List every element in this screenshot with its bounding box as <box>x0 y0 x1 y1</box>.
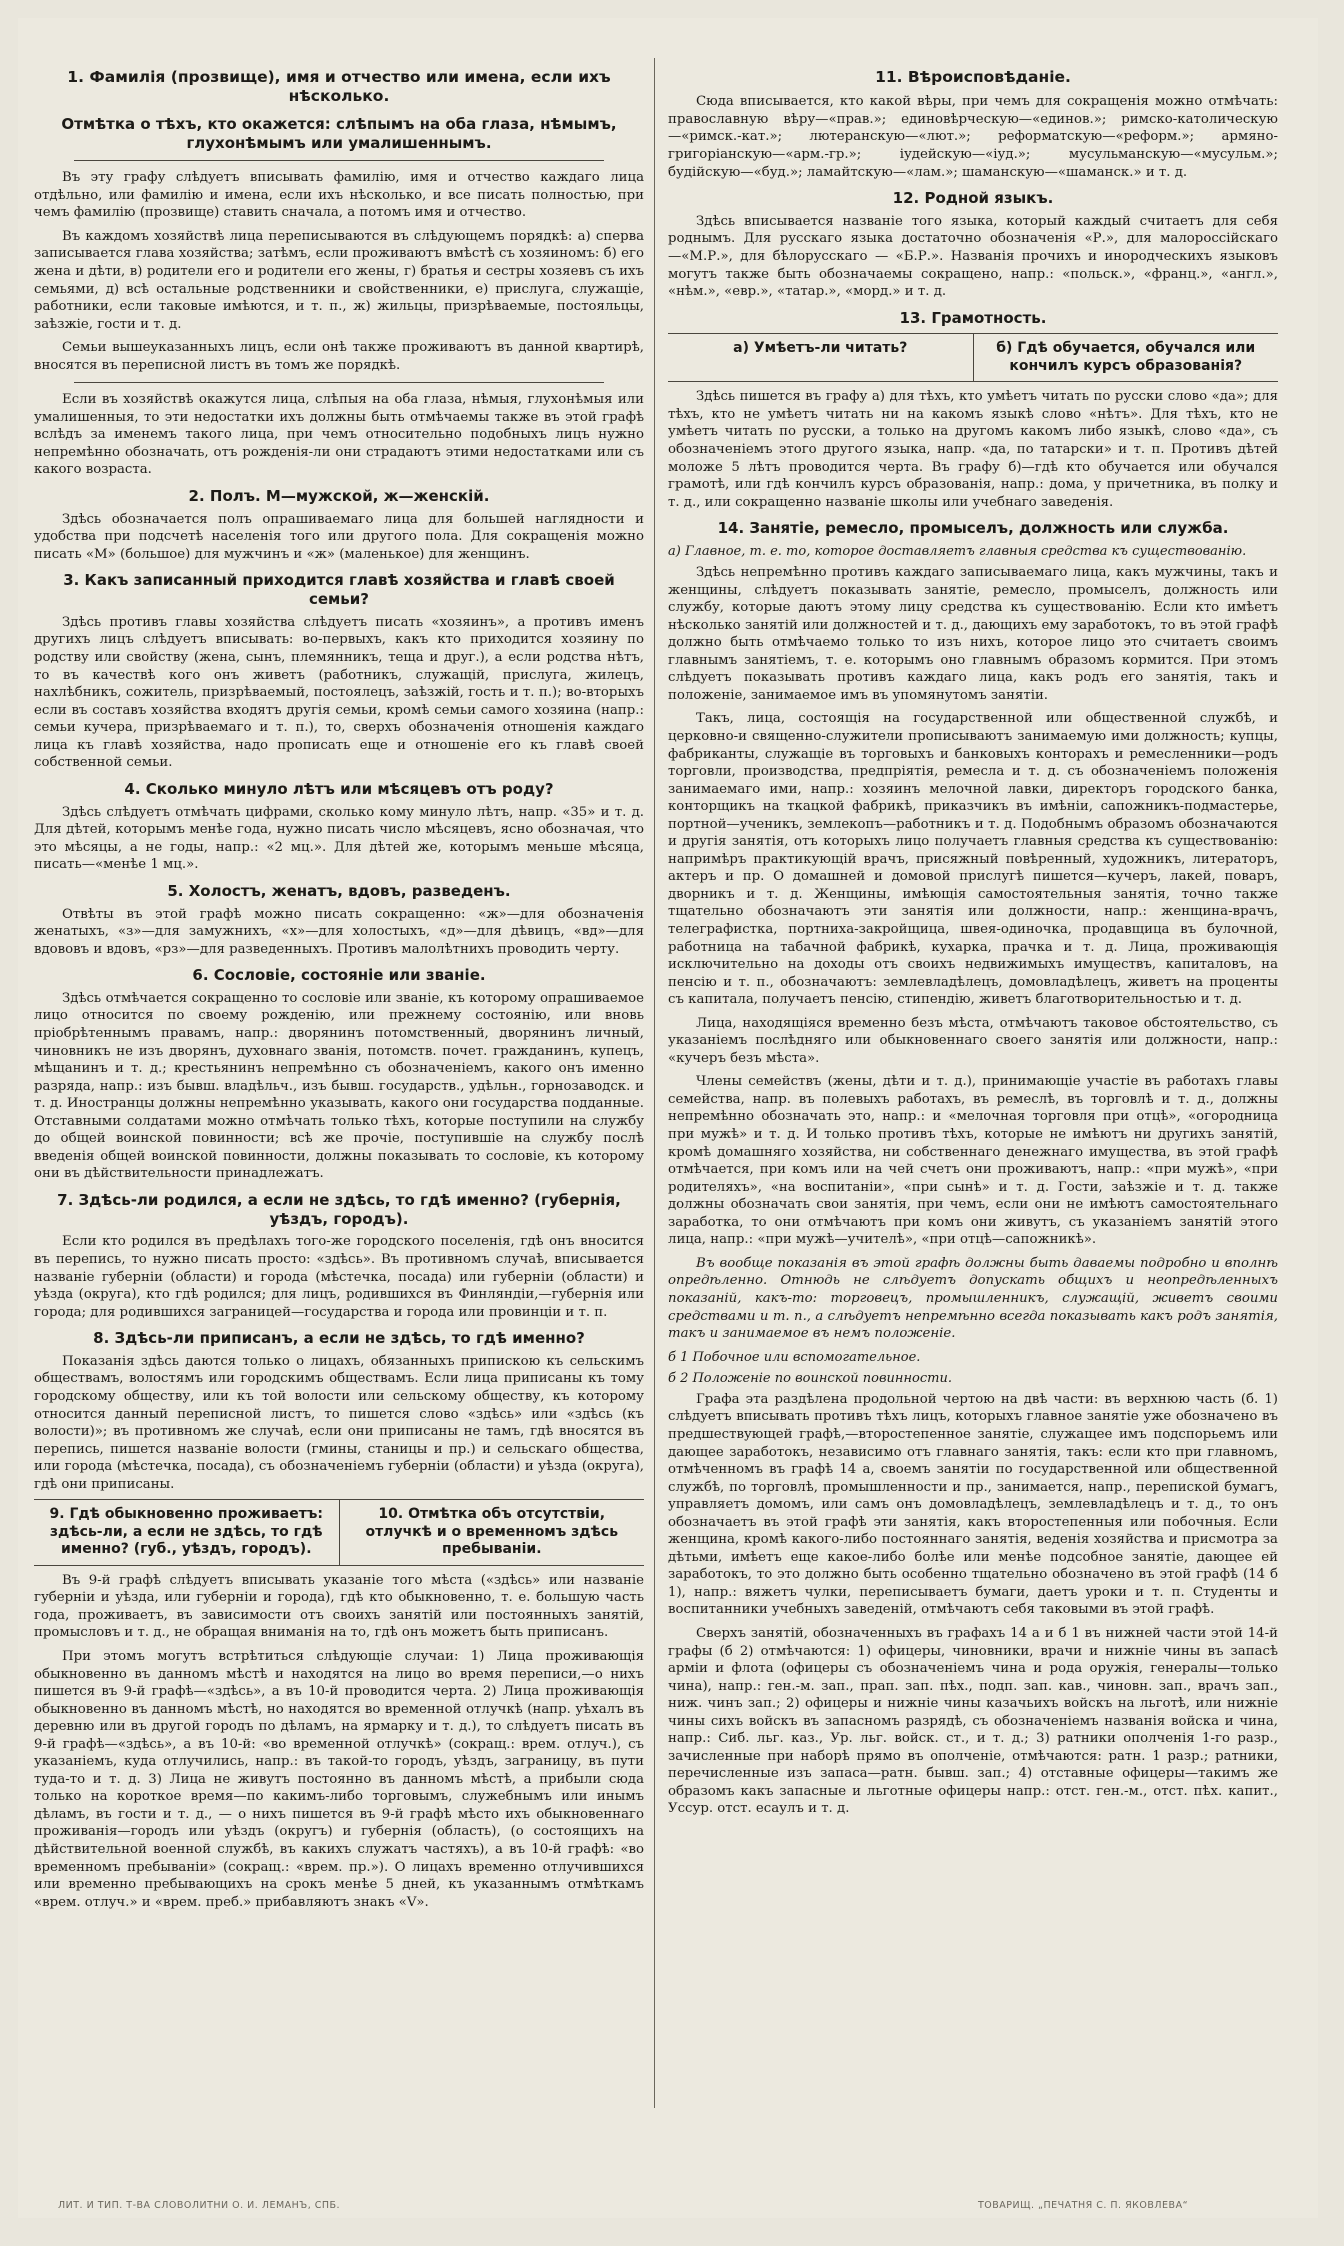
section-14-paragraph: Члены семействъ (жены, дѣти и т. д.), принимающіе участіе въ работахъ главы семейства, напр. въ полевыхъ работахъ, въ ремеслѣ, въ торговлѣ и т. д., должны непремѣнно обозначать это, напр.: и «мелочная торговля при отцѣ», «огородница при мужѣ» и т. д. И только противъ тѣхъ, которые не имѣютъ ни другихъ занятій, кромѣ домашняго хозяйства, ни собственнаго денежнаго имущества, въ этой графѣ отмѣчается, при комъ или на чей счетъ они проживаютъ, напр.: «при мужѣ», «при родителяхъ», «на воспитаніи», «при сынѣ» и т. д. Гости, заѣзжіе и т. д. также должны обозначать свои занятія, при чемъ, если они не имѣютъ самостоятельнаго заработка, то они отмѣчаютъ при комъ они живутъ, съ указаніемъ занятій этого лица, напр.: «при мужѣ—учителѣ», «при отцѣ—сапожникѣ». <box>668 1074 1278 1248</box>
section-1-title: 1. Фамилія (прозвище), имя и отчество или имена, если ихъ нѣсколько. <box>67 68 611 106</box>
section-10-title: 10. Отмѣтка объ отсутствіи, отлучкѣ и о временномъ здѣсь пребываніи. <box>365 1506 619 1558</box>
section-14-paragraph: Лица, находящіяся временно безъ мѣста, отмѣчаютъ таковое обстоятельство, съ указаніемъ послѣдняго или обыкновеннаго своего занятія или должности, напр.: «кучеръ безъ мѣста». <box>668 1015 1278 1066</box>
section-8-paragraph: Показанія здѣсь даются только о лицахъ, обязанныхъ припискою къ сельскимъ обществамъ, волостямъ или городскимъ обществамъ. Если лица приписаны къ тому городскому обществу, или къ той волости или сельскому обществу, къ которому относится данный переписной листъ, то пишется слово «здѣсь» или «здѣсь (къ волости)»; въ противномъ же случаѣ, если они приписаны не тамъ, гдѣ вносятся въ перепись, пишется названіе волости (гмины, станицы и пр.) и сельскаго общества, или города (мѣстечка, посада), съ обозначеніемъ губерніи (области) и уѣзда (округа), гдѣ они приписаны. <box>34 1353 644 1492</box>
section-14b1-subtitle: б 1 Побочное или вспомогательное. <box>668 1349 921 1365</box>
sections-9-10-header <box>34 1499 644 1566</box>
section-2-title: 2. Полъ. М—мужской, ж—женскій. <box>188 487 490 505</box>
section-2-paragraph: Здѣсь обозначается полъ опрашиваемаго лица для большей наглядности и удобства при подсчетѣ населенія того или другого пола. Для сокращенія можно писать «М» (большое) для мужчинъ и «ж» (маленькое) для женщинъ. <box>34 511 644 562</box>
printer-imprint-right: ТОВАРИЩ. „ПЕЧАТНЯ С. П. ЯКОВЛЕВА“ <box>978 2200 1188 2211</box>
right-column <box>668 58 1278 2108</box>
section-14-paragraph: Графа эта раздѣлена продольной чертою на двѣ части: въ верхнюю часть (б. 1) слѣдуетъ вписывать противъ тѣхъ лицъ, которыхъ главное занятіе уже обозначено въ предшествующей графѣ,—второстепенное занятіе, служащее имъ подспорьемъ или дающее заработокъ, независимо отъ главнаго занятія, такъ: если кто при главномъ, отмѣченномъ въ графѣ 14 а, своемъ занятіи по государственной или общественной службѣ, по торговлѣ, промышленности и пр., занимается, напр., перепиской бумагъ, управляетъ домомъ, или самъ онъ домовладѣлецъ, землевладѣлецъ и т. д., то онъ обозначаетъ въ этой графѣ эти занятія, какъ второстепенныя или побочныя. Если женщина, кромѣ какого-либо постояннаго занятія, веденія хозяйства и присмотра за дѣтьми, имѣетъ еще какое-либо болѣе или менѣе подсобное занятіе, дающее ей заработокъ, то это должно быть особенно тщательно обозначено въ этой графѣ (14 б 1), напр.: вяжетъ чулки, переписываетъ бумаги, даетъ уроки и т. п. Студенты и воспитанники учебныхъ заведеній, отмѣчаютъ себя таковыми въ этой графѣ. <box>668 1391 1278 1618</box>
section-5-paragraph: Отвѣты въ этой графѣ можно писать сокращенно: «ж»—для обозначенія женатыхъ, «з»—для замужнихъ, «х»—для холостыхъ, «д»—для дѣвицъ, «вд»—для вдововъ и вдовъ, «рз»—для разведенныхъ. Противъ малолѣтнихъ проводить черту. <box>34 906 644 957</box>
sections-9-10-paragraph: При этомъ могутъ встрѣтиться слѣдующіе случаи: 1) Лица проживающія обыкновенно въ данномъ мѣстѣ и находятся на лицо во время переписи,—о нихъ пишется въ 9-й графѣ—«здѣсь», а въ 10-й проводится черта. 2) Лица проживающія обыкновенно въ данномъ мѣстѣ, но находятся во временной отлучкѣ (напр. уѣхалъ въ деревню или въ другой городъ по дѣламъ, на ярмарку и т. д.), то слѣдуетъ писать въ 9-й графѣ—«здѣсь», а въ 10-й: «во временной отлучкѣ» (сокращ.: врем. отлуч.), съ указаніемъ, куда отлучились, напр.: въ такой-то городъ, уѣздъ, заграницу, въ пути туда-то и т. д. 3) Лица не живутъ постоянно въ данномъ мѣстѣ, а прибыли сюда только на короткое время—по какимъ-либо торговымъ, служебнымъ или инымъ дѣламъ, въ гости и т. д., — о нихъ пишется въ 9-й графѣ мѣсто ихъ обыкновеннаго проживанія—городъ или уѣздъ (округъ) и губернія (область), (о состоящихъ на дѣйствительной военной службѣ, въ какихъ служатъ частяхъ), а въ 10-й графѣ: «во временномъ пребываніи» (сокращ.: «врем. пр.»). О лицахъ временно отлучившихся или временно пребывающихъ на срокъ менѣе 5 дней, къ указаннымъ отмѣткамъ «врем. отлуч.» и «врем. преб.» прибавляютъ знакъ «V». <box>34 1648 644 1910</box>
section-4-title: 4. Сколько минуло лѣтъ или мѣсяцевъ отъ роду? <box>124 779 554 798</box>
section-9-title: 9. Гдѣ обыкновенно проживаетъ: здѣсь-ли, а если не здѣсь, то гдѣ именно? (губ., уѣздъ, городъ). <box>49 1506 323 1558</box>
census-instruction-sheet <box>18 18 1318 2218</box>
section-1-paragraph: Семьи вышеуказанныхъ лицъ, если онѣ также проживаютъ въ данной квартирѣ, вносятся въ переписной листъ въ томъ же порядкѣ. <box>34 340 644 373</box>
section-14-paragraph: Здѣсь непремѣнно противъ каждаго записываемаго лица, какъ мужчины, такъ и женщины, слѣдуетъ показывать занятіе, ремесло, промыселъ, должность или службу, которые даютъ этому лицу средства къ существованію. Если кто имѣетъ нѣсколько занятій или должностей и т. д., дающихъ ему заработокъ, то въ этой графѣ должно быть отмѣчаемо только то изъ нихъ, которое лицо это считаетъ своимъ главнымъ занятіемъ, т. е. которымъ оно главнымъ образомъ кормится. При этомъ слѣдуетъ показывать противъ каждаго лица, какъ родъ его занятія, такъ и положеніе, занимаемое имъ въ упомянутомъ занятіи. <box>668 565 1278 703</box>
printer-imprint-left: ЛИТ. И ТИП. Т-ВА СЛОВОЛИТНИ О. И. ЛЕМАНЪ, СПБ. <box>58 2200 341 2211</box>
section-11-paragraph: Сюда вписывается, кто какой вѣры, при чемъ для сокращенія можно отмѣчать: православную вѣру—«прав.»; единовѣрческую—«единов.»; римско-католическую—«римск.-кат.»; лютеранскую—«лют.»; реформатскую—«реформ.»; армяно-григоріанскую—«арм.-гр.»; іудейскую—«іуд.»; мусульманскую—«мусульм.»; будійскую—«буд.»; ламайтскую—«лам.»; шаманскую—«шаманск.» и т. д. <box>668 94 1278 180</box>
section-13-subheader <box>668 333 1278 382</box>
section-13b-label: б) Гдѣ обучается, обучался или кончилъ курсъ образованія? <box>996 340 1256 374</box>
section-14-title: 14. Занятіе, ремесло, промыселъ, должность или служба. <box>717 519 1229 538</box>
section-3-paragraph: Здѣсь противъ главы хозяйства слѣдуетъ писать «хозяинъ», а противъ именъ другихъ лицъ слѣдуетъ вписывать: во-первыхъ, какъ кто приходится хозяину по родству или свойству (жена, сынъ, племянникъ, теща и друг.), а если родства нѣтъ, то въ качествѣ кого онъ живетъ (работникъ, служащій, прислуга, жилецъ, нахлѣбникъ, сожитель, призрѣваемый, постоялецъ, заѣзжій, гость и т. п.); во-вторыхъ если въ составъ хозяйства входятъ другія семьи, кромѣ семьи самого хозяина (напр.: семьи кучера, призрѣваемаго и т. п.), то, сверхъ обозначенія отношенія каждаго лица къ главѣ хозяйства, надо прописать еще и отношеніе его къ главѣ своей собственной семьи. <box>34 614 644 771</box>
section-13a-label: а) Умѣетъ-ли читать? <box>733 340 908 357</box>
column-divider <box>654 58 655 2108</box>
section-14-paragraph: Сверхъ занятій, обозначенныхъ въ графахъ 14 а и б 1 въ нижней части этой 14-й графы (б 2) отмѣчаются: 1) офицеры, чиновники, врачи и нижніе чины въ запасѣ арміи и флота (офицеры съ обозначеніемъ чина и рода оружія, генералы—только чина), напр.: ген.-м. зап., прап. зап. пѣх., подп. зап. кав., чиновн. зап., врачъ зап., ниж. чинъ зап.; 2) офицеры и нижніе чины казачьихъ войскъ на льготѣ, или нижніе чины сихъ войскъ въ запасномъ разрядѣ, съ обозначеніемъ названія войска и чина, напр.: Сиб. льг. каз., Ур. льг. войск. ст., и т. д.; 3) ратники ополченія 1-го разр., зачисленные при наборѣ прямо въ ополченіе, отмѣчаются: ратн. 1 разр.; ратники, перечисленные изъ запаса—ратн. бывш. зап.; 4) отставные офицеры—такимъ же образомъ какъ запасные и льготные офицеры напр.: отст. ген.-м., отст. пѣх. капит., Уссур. отст. есаулъ и т. д. <box>668 1626 1278 1817</box>
section-1-note-title: Отмѣтка о тѣхъ, кто окажется: слѣпымъ на оба глаза, нѣмымъ, глухонѣмымъ или умалишеннымъ. <box>61 114 617 152</box>
section-4-paragraph: Здѣсь слѣдуетъ отмѣчать цифрами, сколько кому минуло лѣтъ, напр. «35» и т. д. Для дѣтей, которымъ менѣе года, нужно писать число мѣсяцевъ, ясно обозначая, что это мѣсяцы, а не годы, напр.: «2 мц.». Для дѣтей же, которымъ меньше мѣсяца, писать—«менѣе 1 мц.». <box>34 804 644 873</box>
section-1-paragraph: Въ эту графу слѣдуетъ вписывать фамилію, имя и отчество каждаго лица отдѣльно, или фамилію и имена, если ихъ нѣсколько, и все писать полностью, при чемъ фамилію (прозвище) ставить сначала, а потомъ имя и отчество. <box>34 170 644 221</box>
divider <box>74 382 604 383</box>
section-14-paragraph: Въ вообще показанія въ этой графѣ должны быть даваемы подробно и вполнѣ опредѣленно. Отнюдь не слѣдуетъ допускать общихъ и неопредѣленныхъ показаній, какъ-то: торговецъ, промышленникъ, служащій, живетъ своими средствами и т. п., а слѣдуетъ непремѣнно всегда показывать какъ родъ занятія, такъ и занимаемое въ немъ положеніе. <box>668 1255 1278 1342</box>
section-11-title: 11. Вѣроисповѣданіе. <box>875 68 1071 86</box>
section-5-title: 5. Холостъ, женатъ, вдовъ, разведенъ. <box>167 881 511 900</box>
divider <box>74 160 604 161</box>
section-14a-subtitle: а) Главное, т. е. то, которое доставляетъ главныя средства къ существованію. <box>668 543 1247 559</box>
section-6-paragraph: Здѣсь отмѣчается сокращенно то сословіе или званіе, къ которому опрашиваемое лицо относится по своему рожденію, или прежнему состоянію, или вновь пріобрѣтеннымъ правамъ, напр.: дворянинъ потомственный, дворянинъ личный, чиновникъ не изъ дворянъ, духовнаго званія, потомств. почет. гражданинъ, купецъ, мѣщанинъ и т. д.; крестьянинъ непремѣнно съ обозначеніемъ, какого онъ именно разряда, напр.: изъ бывш. владѣльч., изъ бывш. государств., удѣльн., горнозаводск. и т. д. Иностранцы должны непремѣнно указывать, какого они государства подданные. Отставными солдатами можно отмѣчать только тѣхъ, которые поступили на службу до общей воинской повинности; всѣ же прочіе, поступившіе на службу послѣ введенія общей воинской повинности, должны показывать то сословіе, къ которому они въ дѣйствительности принадлежатъ. <box>34 990 644 1182</box>
section-14b2-subtitle: б 2 Положеніе по воинской повинности. <box>668 1370 952 1386</box>
section-1-paragraph: Если въ хозяйствѣ окажутся лица, слѣпыя на оба глаза, нѣмыя, глухонѣмыя или умалишенныя, то эти недостатки ихъ должны быть отмѣчаемы также въ этой графѣ вслѣдъ за именемъ такого лица, при чемъ относительно подобныхъ лицъ нужно непремѣнно обозначать, отъ рожденія-ли они страдаютъ этими недостатками или съ какого возраста. <box>34 392 644 478</box>
section-12-paragraph: Здѣсь вписывается названіе того языка, который каждый считаетъ для себя роднымъ. Для русскаго языка достаточно обозначенія «Р.», для малороссійскаго—«М.Р.», для бѣлорусскаго — «Б.Р.». Названія прочихъ и инородческихъ языковъ могутъ также быть обозначаемы сокращено, напр.: «польск.», «франц.», «англ.», «нѣм.», «евр.», «татар.», «морд.» и т. д. <box>668 213 1278 300</box>
section-12-title: 12. Родной языкъ. <box>892 189 1054 208</box>
section-13-title: 13. Грамотность. <box>899 308 1047 327</box>
section-7-paragraph: Если кто родился въ предѣлахъ того-же городского поселенія, гдѣ онъ вносится въ перепись, то нужно писать просто: «здѣсь». Въ противномъ случаѣ, вписывается названіе губерніи (области) и города (мѣстечка, посада) или губерніи (области) и уѣзда (округа), кто гдѣ родился; для лицъ, родившихся въ Финляндіи,—губернія или города; для родившихся заграницей—государства и города или провинціи и т. п. <box>34 1234 644 1320</box>
section-3-title: 3. Какъ записанный приходится главѣ хозяйства и главѣ своей семьи? <box>63 571 615 609</box>
section-8-title: 8. Здѣсь-ли приписанъ, а если не здѣсь, то гдѣ именно? <box>93 1329 585 1348</box>
section-1-paragraph: Въ каждомъ хозяйствѣ лица переписываются въ слѣдующемъ порядкѣ: а) сперва записывается глава хозяйства; затѣмъ, если проживаютъ вмѣстѣ съ хозяиномъ: б) его жена и дѣти, в) родители его и родители его жены, г) братья и сестры хозяевъ съ ихъ семьями, д) всѣ остальные родственники и свойственники, е) прислуга, служащіе, работники, если таковые имѣются, и т. п., ж) жильцы, призрѣваемые, постояльцы, заѣзжіе, гости и т. д. <box>34 228 644 332</box>
sections-9-10-paragraph: Въ 9-й графѣ слѣдуетъ вписывать указаніе того мѣста («здѣсь» или названіе губерніи и уѣзда, или губерніи и города), гдѣ кто обыкновенно, т. е. большую часть года, проживаетъ, въ зависимости отъ своихъ занятій или постоянныхъ занятій, промысловъ и т. д., не обращая вниманія на то, гдѣ онъ можетъ быть приписанъ. <box>34 1572 644 1641</box>
section-7-title: 7. Здѣсь-ли родился, а если не здѣсь, то гдѣ именно? (губернія, уѣздъ, городъ). <box>57 1190 621 1228</box>
section-13-paragraph: Здѣсь пишется въ графу а) для тѣхъ, кто умѣетъ читать по русски слово «да»; для тѣхъ, кто не умѣетъ читать ни на какомъ языкѣ слово «нѣтъ». Для тѣхъ, кто не умѣетъ читать по русски, а только на другомъ какомъ либо языкѣ, слово «да», съ обозначеніемъ этого другого языка, напр. «да, по татарски» и т. п. Противъ дѣтей моложе 5 лѣтъ проводится черта. Въ графу б)—гдѣ кто обучается или обучался грамотѣ, или гдѣ кончилъ курсъ образованія, напр.: дома, у причетника, въ полку и т. д., или сокращенно названіе школы или учебнаго заведенія. <box>668 389 1278 510</box>
left-column <box>34 58 644 2108</box>
section-6-title: 6. Сословіе, состояніе или званіе. <box>192 966 486 985</box>
section-14-paragraph: Такъ, лица, состоящія на государственной или общественной службѣ, и церковно-и священно-служители прописываютъ занимаемую ими должность; купцы, фабриканты, служащіе въ торговыхъ и банковыхъ конторахъ и ремесленники—родъ торговли, производства, предпріятія, ремесла и т. д. съ обозначеніемъ положенія занимаемаго ими, напр.: хозяинъ мелочной лавки, директоръ городского банка, конторщикъ на ткацкой фабрикѣ, приказчикъ въ имѣніи, сапожникъ-подмастерье, портной—ученикъ, землекопъ—работникъ и т. д. Подобнымъ образомъ обозначаются и другія занятія, отъ которыхъ лицо получаетъ главныя средства къ существованію: напримѣръ практикующій врачъ, присяжный повѣренный, художникъ, литераторъ, актеръ и пр. О домашней и домовой прислугѣ пишется—кучеръ, лакей, поваръ, дворникъ и т. д. Женщины, имѣющія самостоятельныя занятія, точно также тщательно обозначаютъ эти занятія или должности, напр.: женщина-врачъ, телеграфистка, портниха-закройщица, швея-одиночка, продавщица въ булочной, работница на табачной фабрикѣ, кухарка, прачка и т. д. Лица, проживающія исключительно на доходы отъ своихъ недвижимыхъ имуществъ, капиталовъ, на пенсію и т. п., обозначаютъ: землевладѣлецъ, домовладѣлецъ, живетъ на проценты съ капитала, получаетъ пенсію, стипендію, живетъ благотворительностью и т. д. <box>668 711 1278 1008</box>
